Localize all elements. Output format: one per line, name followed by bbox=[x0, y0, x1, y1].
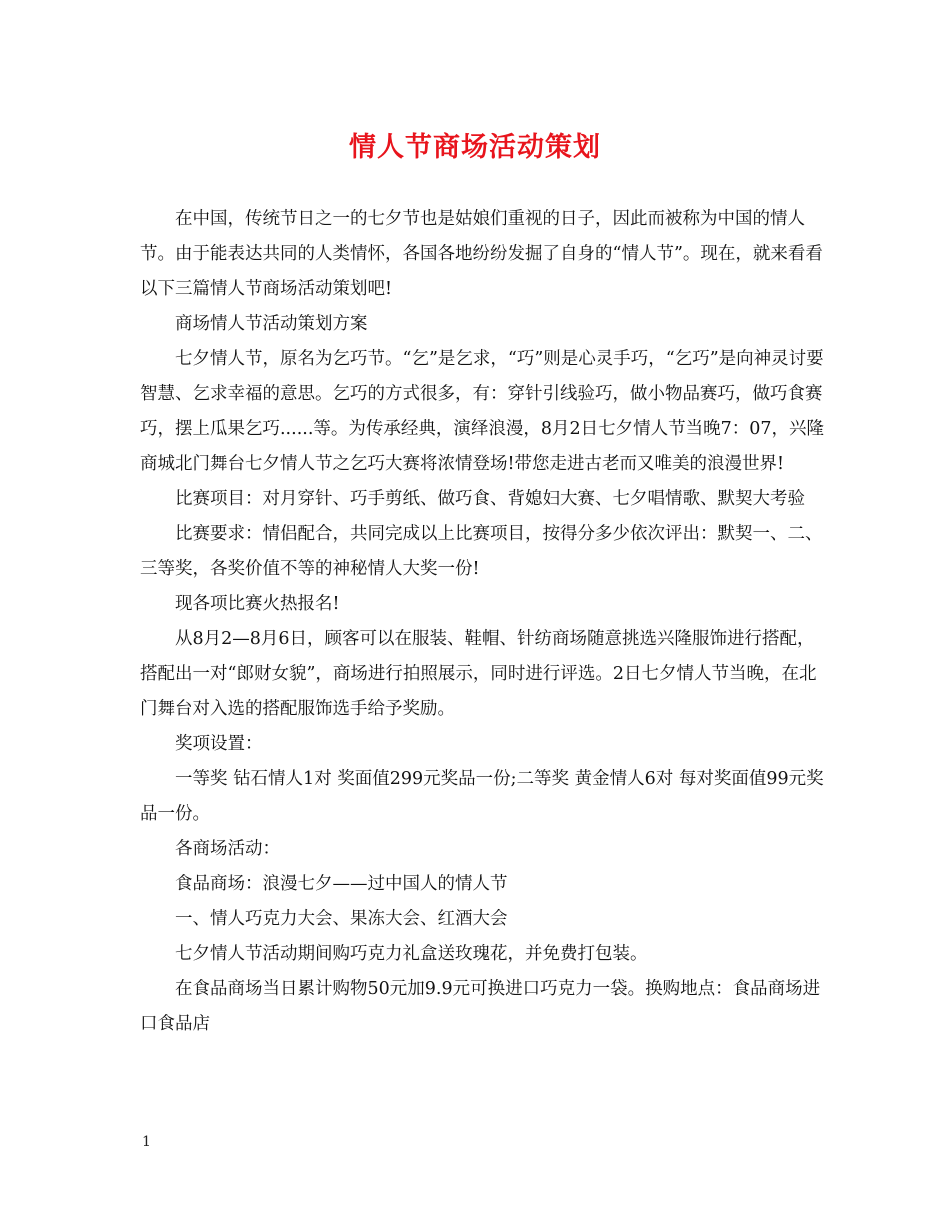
page-number: 1 bbox=[142, 1134, 151, 1150]
competition-items-paragraph: 比赛项目：对月穿针、巧手剪纸、做巧食、背媳妇大赛、七夕唱情歌、默契大考验 bbox=[175, 489, 805, 509]
competition-rules-paragraph: 比赛要求：情侣配合，共同完成以上比赛项目，按得分多少依次评出：默契一、二、三等奖，各奖价值不等的神秘情人大奖一份! bbox=[140, 524, 823, 579]
page-title: 情人节商场活动策划 bbox=[349, 132, 601, 163]
rose-gift-paragraph: 七夕情人节活动期间购巧克力礼盒送玫瑰花，并免费打包装。 bbox=[175, 944, 648, 964]
chocolate-event-heading: 一、情人巧克力大会、果冻大会、红酒大会 bbox=[175, 909, 508, 929]
document-body bbox=[140, 202, 830, 1042]
food-store-theme: 食品商场：浪漫七夕——过中国人的情人节 bbox=[175, 874, 508, 894]
matching-event-paragraph: 从8月2—8月6日，顾客可以在服装、鞋帽、针纺商场随意挑选兴隆服饰进行搭配，搭配出一对“郎财女貌”，商场进行拍照展示，同时进行评选。2日七夕情人节当晚，在北门舞台对入选的搭配服饰选手给予奖励。 bbox=[140, 629, 817, 719]
awards-heading: 奖项设置： bbox=[175, 734, 263, 754]
registration-paragraph: 现各项比赛火热报名! bbox=[175, 594, 340, 614]
qixi-origin-paragraph: 七夕情人节，原名为乞巧节。“乞”是乞求，“巧”则是心灵手巧，“乞巧”是向神灵讨要智慧、乞求幸福的意思。乞巧的方式很多，有：穿针引线验巧，做小物品赛巧，做巧食赛巧，摆上瓜果乞巧......等。为传承经典，演绎浪漫，8月2日七夕情人节当晚7：07，兴隆商城北门舞台七夕情人节之乞巧大赛将浓情登场!带您走进古老而又唯美的浪漫世界! bbox=[140, 349, 825, 474]
intro-paragraph: 在中国，传统节日之一的七夕节也是姑娘们重视的日子，因此而被称为中国的情人节。由于能表达共同的人类情怀，各国各地纷纷发掘了自身的“情人节”。现在，就来看看以下三篇情人节商场活动策划吧! bbox=[140, 209, 823, 299]
awards-detail-paragraph: 一等奖 钻石情人1对 奖面值299元奖品一份;二等奖 黄金情人6对 每对奖面值99元奖品一份。 bbox=[140, 769, 824, 824]
section-heading-plan: 商场情人节活动策划方案 bbox=[175, 314, 368, 334]
exchange-offer-paragraph: 在食品商场当日累计购物50元加9.9元可换进口巧克力一袋。换购地点：食品商场进口食品店 bbox=[140, 979, 821, 1034]
store-activities-heading: 各商场活动： bbox=[175, 839, 280, 859]
